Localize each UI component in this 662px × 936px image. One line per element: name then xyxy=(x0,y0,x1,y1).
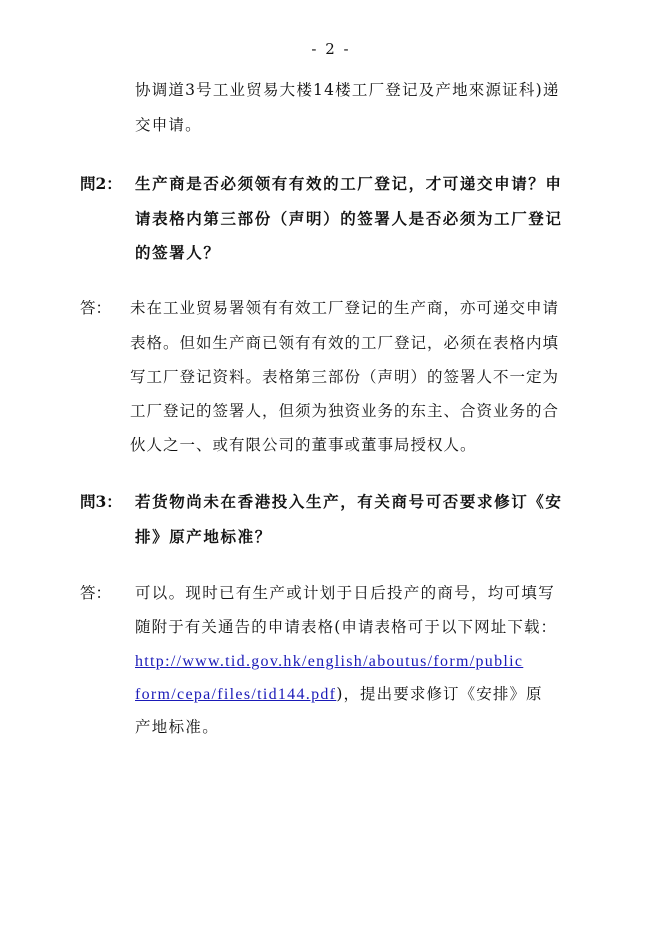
answer-2-label: 答： xyxy=(80,299,112,317)
answer-2-line-2: 表格。但如生产商已领有有效的工厂登记，必须在表格内填 xyxy=(130,334,560,352)
intro-line-2: 交申请。 xyxy=(135,116,202,134)
answer-3-label: 答： xyxy=(80,584,112,602)
question-3-label: 問3： xyxy=(80,492,122,511)
page-number: - 2 - xyxy=(311,40,351,58)
answer-2-line-5: 伙人之一、或有限公司的董事或董事局授权人。 xyxy=(130,436,477,454)
answer-3-line-2: 随附于有关通告的申请表格(申请表格可于以下网址下载： xyxy=(135,618,558,636)
answer-3-line-1: 可以。现时已有生产或计划于日后投产的商号，均可填写 xyxy=(135,584,556,602)
answer-2-line-3: 写工厂登记资料。表格第三部份（声明）的签署人不一定为 xyxy=(130,368,560,386)
question-2-line-1: 生产商是否必须领有有效的工厂登记，才可递交申请？申 xyxy=(135,174,563,193)
form-download-link-part-2[interactable]: form/cepa/files/tid144.pdf xyxy=(135,686,337,703)
answer-3-line-4 xyxy=(135,687,543,703)
question-2-line-2: 请表格内第三部份（声明）的签署人是否必须为工厂登记 xyxy=(135,209,563,228)
question-3-line-2: 排》原产地标准？ xyxy=(135,527,272,546)
answer-3-line-4-suffix: )，提出要求修订《安排》原 xyxy=(336,685,543,703)
answer-2-line-1: 未在工业贸易署领有有效工厂登记的生产商，亦可递交申请 xyxy=(130,299,560,317)
question-2-line-3: 的签署人？ xyxy=(135,243,221,262)
intro-line-1: 协调道3号工业贸易大楼14楼工厂登记及产地來源证科)递 xyxy=(135,81,560,99)
question-2-label: 問2： xyxy=(80,174,122,193)
question-3-line-1: 若货物尚未在香港投入生产，有关商号可否要求修订《安 xyxy=(135,492,563,511)
form-download-link-part-1[interactable]: http://www.tid.gov.hk/english/aboutus/form/public xyxy=(135,653,524,670)
answer-3-line-5: 产地标准。 xyxy=(135,718,220,736)
answer-3-line-3 xyxy=(135,654,523,670)
answer-2-line-4: 工厂登记的签署人，但须为独资业务的东主、合资业务的合 xyxy=(130,402,560,420)
